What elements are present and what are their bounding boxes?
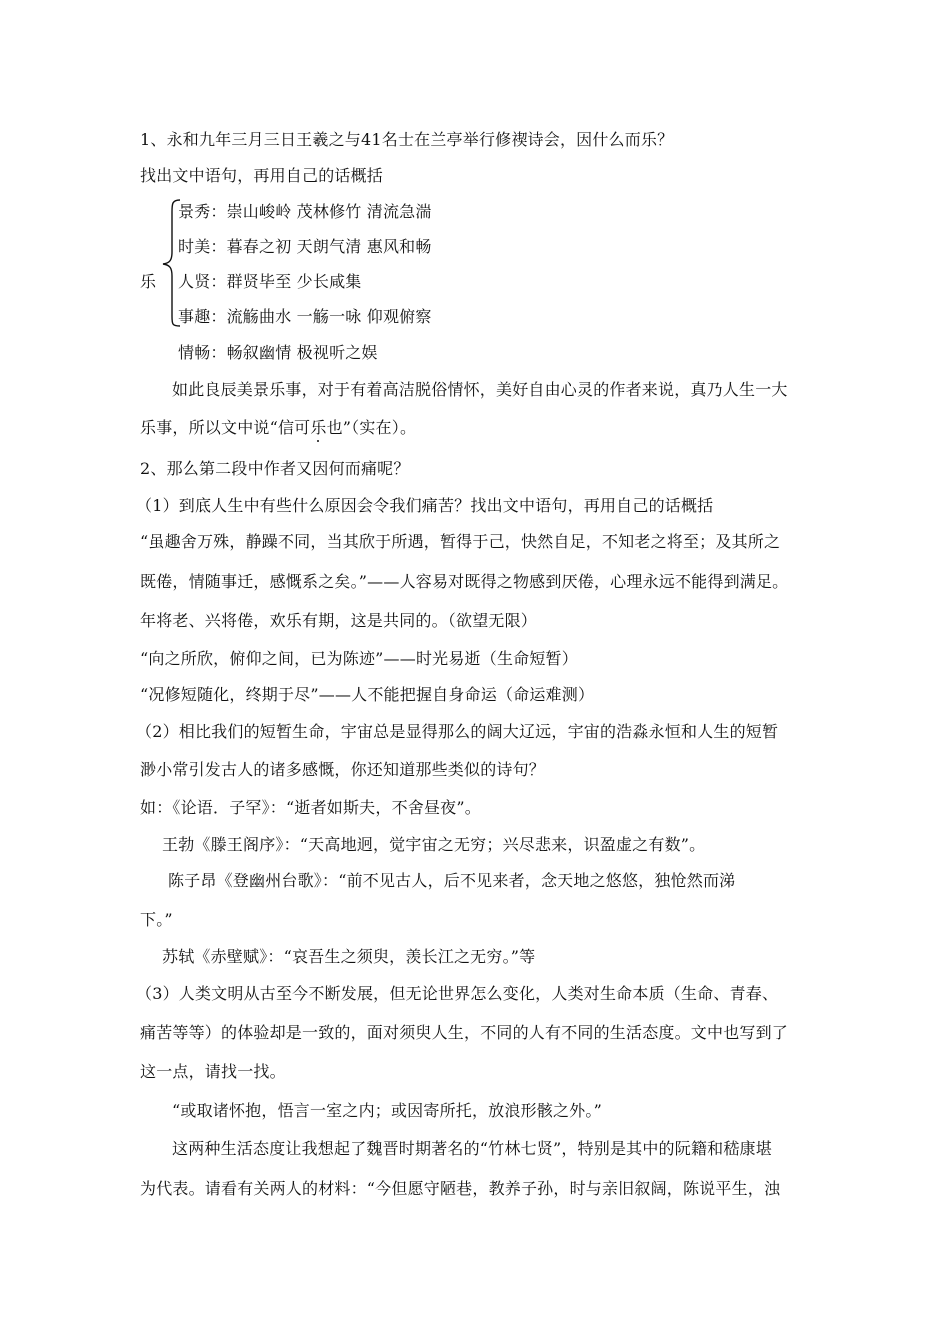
quote-1-line-3: 年将老、兴将倦，欢乐有期，这是共同的。（欲望无限） xyxy=(140,611,538,630)
joy-item-season: 时美：暮春之初 天朗气清 惠风和畅 xyxy=(178,237,432,256)
question-2-sub-2-line-1: （2）相比我们的短暂生命，宇宙总是显得那么的阔大辽远，宇宙的浩淼永恒和人生的短暂 xyxy=(136,722,779,741)
question-2-sub-1: （1）到底人生中有些什么原因会令我们痛苦？找出文中语句，再用自己的话概括 xyxy=(136,496,714,515)
question-1-paragraph-line-2: 乐事，所以文中说“信可乐也”（实在）。 xyxy=(140,418,417,437)
question-2-sub-3-line-2: 痛苦等等）的体验却是一致的，面对须臾人生，不同的人有不同的生活态度。文中也写到了 xyxy=(140,1023,789,1042)
quote-1-line-2: 既倦，情随事迁，感慨系之矣。”——人容易对既得之物感到厌倦，心理永远不能得到满足。 xyxy=(140,572,789,591)
poem-example-4: 苏轼《赤壁赋》：“哀吾生之须臾，羡长江之无穷。”等 xyxy=(162,947,536,966)
joy-item-feeling: 情畅：畅叙幽情 极视听之娱 xyxy=(178,343,378,362)
question-2-sub-3-line-3: 这一点，请找一找。 xyxy=(140,1062,286,1081)
quote-4: “或取诸怀抱，悟言一室之内；或因寄所托，放浪形骸之外。” xyxy=(172,1101,602,1120)
poem-example-3-line-1: 陈子昂《登幽州台歌》：“前不见古人，后不见来者，念天地之悠悠，独怆然而涕 xyxy=(168,871,736,890)
question-2-sub-3-line-1: （3）人类文明从古至今不断发展，但无论世界怎么变化，人类对生命本质（生命、青春、 xyxy=(136,984,779,1003)
joy-item-activity: 事趣：流觞曲水 一觞一咏 仰观俯察 xyxy=(178,307,432,326)
question-1-paragraph-line-1: 如此良辰美景乐事，对于有着高洁脱俗情怀，美好自由心灵的作者来说，真乃人生一大 xyxy=(172,380,788,399)
question-2-title: 2、那么第二段中作者又因何而痛呢？ xyxy=(140,459,410,478)
question-2-sub-2-line-2: 渺小常引发古人的诸多感慨，你还知道那些类似的诗句？ xyxy=(140,760,546,779)
quote-2: “向之所欣，俯仰之间，已为陈迹”——时光易逝（生命短暂） xyxy=(140,649,578,668)
paragraph-2-line-2: 为代表。请看有关两人的材料：“今但愿守陋巷，教养子孙，时与亲旧叙阔，陈说平生，浊 xyxy=(140,1179,781,1198)
poem-example-3-line-2: 下。” xyxy=(140,910,173,929)
emphasis-dot-icon xyxy=(317,440,319,442)
poem-example-1: 如：《论语．子罕》：“逝者如斯夫，不舍昼夜”。 xyxy=(140,798,481,817)
joy-item-people: 人贤：群贤毕至 少长咸集 xyxy=(178,272,362,291)
brace-label: 乐 xyxy=(140,272,157,291)
question-1-title: 1、永和九年三月三日王羲之与41名士在兰亭举行修禊诗会，因什么而乐？ xyxy=(140,130,674,149)
quote-1-line-1: “虽趣舍万殊，静躁不同，当其欣于所遇，暂得于己，快然自足，不知老之将至；及其所之 xyxy=(140,532,781,551)
quote-3: “况修短随化，终期于尽”——人不能把握自身命运（命运难测） xyxy=(140,685,595,704)
joy-item-scenery: 景秀：崇山峻岭 茂林修竹 清流急湍 xyxy=(178,202,432,221)
paragraph-2-line-1: 这两种生活态度让我想起了魏晋时期著名的“竹林七贤”，特别是其中的阮籍和嵇康堪 xyxy=(172,1139,772,1158)
question-1-instruction: 找出文中语句，再用自己的话概括 xyxy=(140,166,384,185)
poem-example-2: 王勃《滕王阁序》：“天高地迥，觉宇宙之无穷；兴尽悲来，识盈虚之有数”。 xyxy=(162,835,706,854)
